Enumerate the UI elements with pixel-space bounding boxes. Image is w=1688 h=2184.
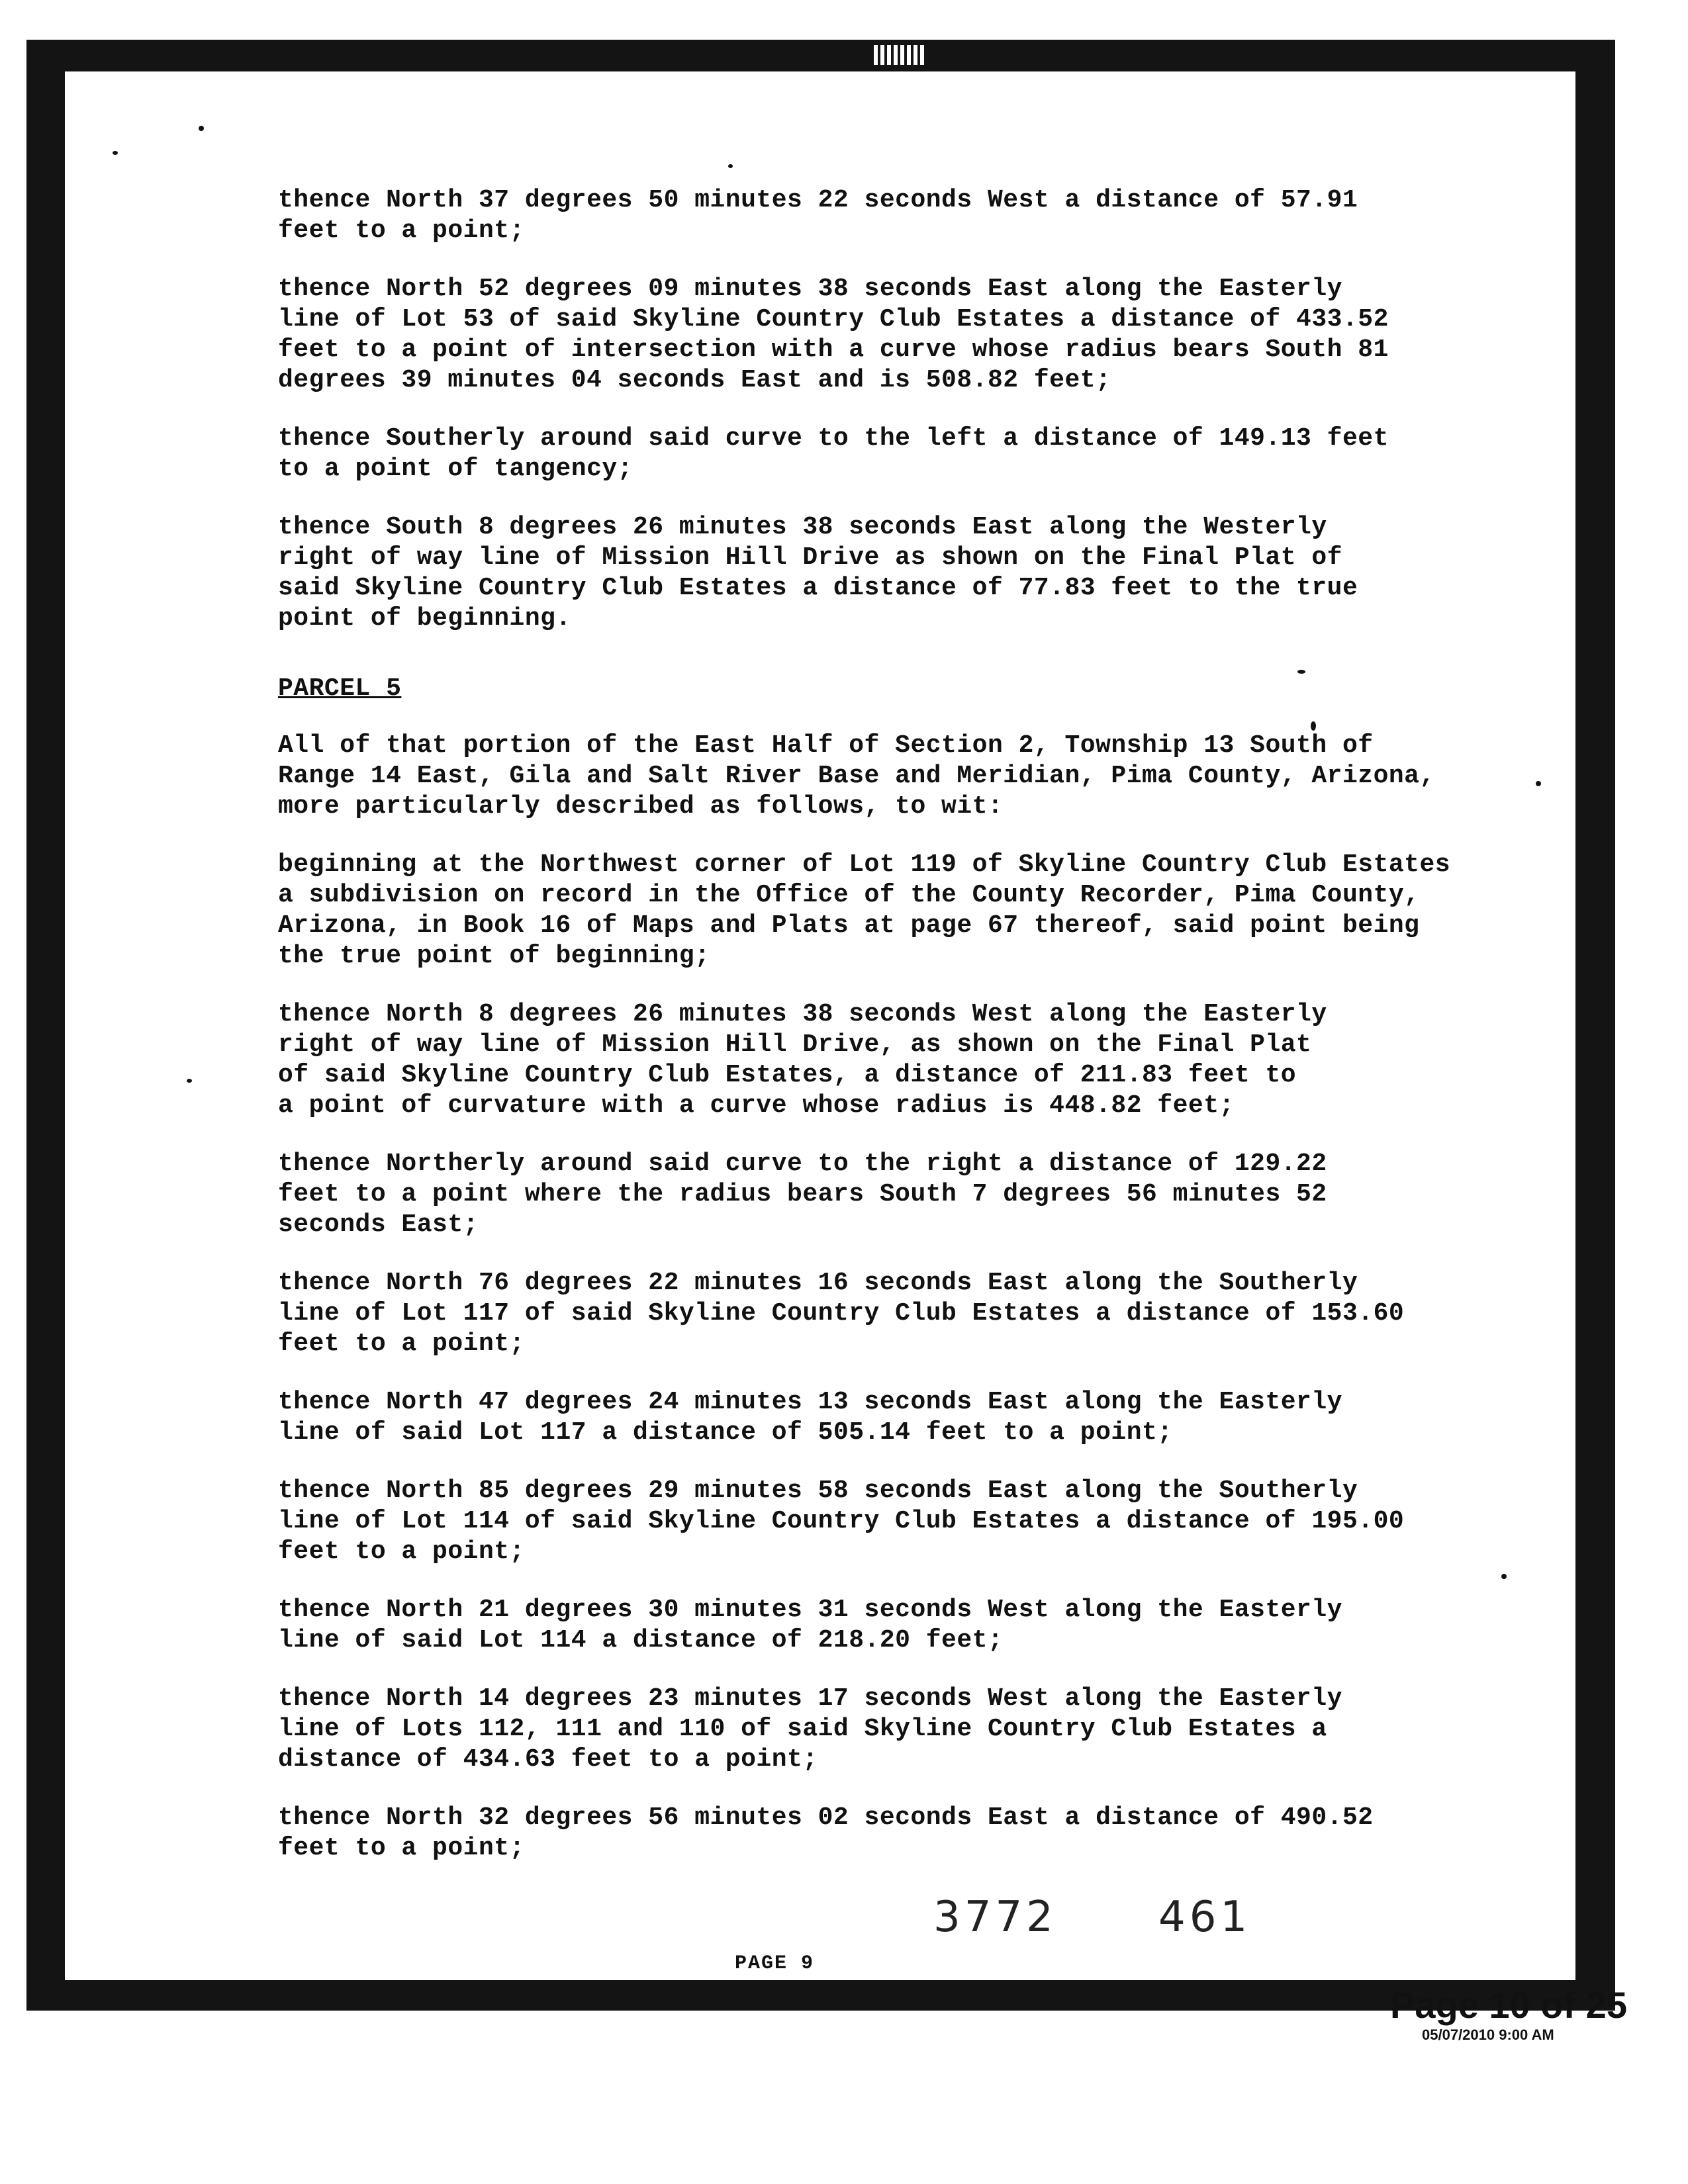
scan-speck: [728, 164, 733, 168]
course-paragraph: thence North 21 degrees 30 minutes 31 seconds West along the Easterly line of said Lot 114 a distance of 218.20 feet;: [278, 1596, 1342, 1655]
recording-page-number: 461: [1158, 1893, 1252, 1942]
scan-border-bottom: [45, 1980, 1615, 2011]
scan-border-top: [26, 40, 1609, 71]
scan-speck: [199, 126, 204, 131]
point-of-beginning-paragraph: beginning at the Northwest corner of Lot 119 of Skyline Country Club Estates a subdivision on record in the Office of the County Recorder, Pima County, Arizona, in Book 16 of Maps and Plats at page 67 thereof, said point being the true point of beginning;: [278, 850, 1451, 970]
course-paragraph: thence North 85 degrees 29 minutes 58 seconds East along the Southerly line of Lot 114 of said Skyline Country Club Estates a distance of 195.00 feet to a point;: [278, 1477, 1405, 1566]
course-paragraph: thence North 52 degrees 09 minutes 38 seconds East along the Easterly line of Lot 53 of said Skyline Country Club Estates a distance of 433.52 feet to a point of intersection with a curve whose radius bears South 81 degrees 39 minutes 04 seconds East and is 508.82 feet;: [278, 275, 1389, 394]
scan-border-right: [1575, 40, 1615, 2011]
scan-speck: [187, 1079, 192, 1083]
course-paragraph: thence North 32 degrees 56 minutes 02 seconds East a distance of 490.52 feet to a point;: [278, 1803, 1374, 1862]
parcel-heading: PARCEL 5: [278, 674, 402, 703]
legal-description-body: [278, 185, 1470, 1891]
parcel-description: All of that portion of the East Half of Section 2, Township 13 South of Range 14 East, Gila and Salt River Base and Meridian, Pima County, Arizona, more particularly described as follows, to wit:: [278, 731, 1435, 821]
course-paragraph: thence North 47 degrees 24 minutes 13 seconds East along the Easterly line of said Lot 117 a distance of 505.14 feet to a point;: [278, 1388, 1342, 1447]
scan-speck: [1501, 1574, 1507, 1579]
page-label: PAGE 9: [735, 1952, 815, 1975]
course-paragraph: thence North 37 degrees 50 minutes 22 seconds West a distance of 57.91 feet to a point;: [278, 186, 1358, 245]
course-paragraph: thence North 76 degrees 22 minutes 16 seconds East along the Southerly line of Lot 117 of said Skyline Country Club Estates a distance of 153.60 feet to a point;: [278, 1269, 1405, 1358]
course-paragraph: thence North 14 degrees 23 minutes 17 seconds West along the Easterly line of Lots 112, 111 and 110 of said Skyline Country Club Estates a distance of 434.63 feet to a point;: [278, 1684, 1342, 1774]
scan-barcode-mark: [874, 45, 953, 65]
course-paragraph: thence Northerly around said curve to the right a distance of 129.22 feet to a point where the radius bears South 7 degrees 56 minutes 52 seconds East;: [278, 1150, 1327, 1239]
print-timestamp: 05/07/2010 9:00 AM: [1422, 2026, 1554, 2043]
course-paragraph: thence Southerly around said curve to the left a distance of 149.13 feet to a point of tangency;: [278, 424, 1389, 483]
scan-border-left: [26, 40, 65, 2011]
course-paragraph: thence South 8 degrees 26 minutes 38 seconds East along the Westerly right of way line of Mission Hill Drive as shown on the Final Plat of said Skyline Country Club Estates a distance of 77.83 feet to the true point of beginning.: [278, 513, 1358, 633]
recording-book-number: 3772: [933, 1893, 1057, 1942]
course-paragraph: thence North 8 degrees 26 minutes 38 seconds West along the Easterly right of way line of Mission Hill Drive, as shown on the Final Plat of said Skyline Country Club Estates, a distance of 211.83 feet to a point of curvature with a curve whose radius is 448.82 feet;: [278, 1000, 1327, 1120]
scan-speck: [1536, 781, 1541, 786]
scan-speck: [113, 151, 118, 155]
page-counter: Page 10 of 25: [1390, 1984, 1627, 2026]
